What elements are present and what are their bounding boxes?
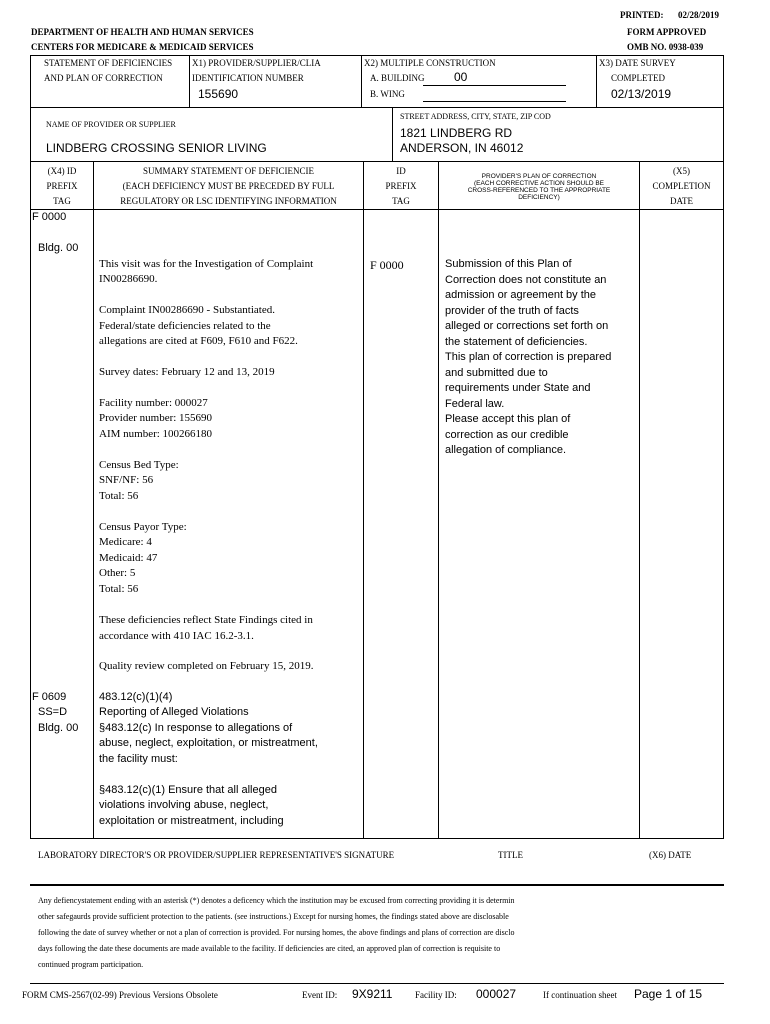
x3-label-2: COMPLETED (611, 73, 665, 83)
prefix-tag-f0609: F 0609 (32, 691, 67, 703)
x5-header-1: (X5) (673, 166, 690, 176)
x3-label-1: X3) DATE SURVEY (599, 58, 676, 68)
facility-id-label: Facility ID: (415, 990, 457, 1000)
plan-line: This plan of correction is prepared (445, 351, 612, 363)
plan-line: the statement of deficiencies. (445, 336, 588, 348)
disclaimer-line: Any defiencystatement ending with an asterisk (*) denotes a deficency which the institution may be excused from correcting providing it is determin (38, 896, 515, 905)
provider-name-label: NAME OF PROVIDER OR SUPPLIER (46, 120, 176, 129)
omb-number: OMB NO. 0938-039 (627, 42, 704, 52)
date-label: (X6) DATE (649, 850, 692, 860)
summary-line: Total: 56 (99, 583, 139, 595)
provider-name-value: LINDBERG CROSSING SENIOR LIVING (46, 141, 267, 155)
plan-line: requirements under State and (445, 382, 591, 394)
summary-line: IN00286690. (99, 273, 158, 285)
plan-line: alleged or corrections set forth on (445, 320, 609, 332)
wing-label: B. WING (370, 89, 405, 99)
summary-line: Census Payor Type: (99, 521, 187, 533)
signature-label: LABORATORY DIRECTOR'S OR PROVIDER/SUPPLIER REPRESENTATIVE'S SIGNATURE (38, 850, 395, 860)
event-id-value: 9X9211 (352, 987, 393, 1001)
summary-line: allegations are cited at F609, F610 and F622. (99, 335, 298, 347)
summary-line: This visit was for the Investigation of Complaint (99, 258, 314, 270)
plan-line: Please accept this plan of (445, 413, 571, 425)
building-value: 00 (454, 70, 468, 84)
summary-header-2: (EACH DEFICIENCY MUST BE PRECEDED BY FULL (122, 181, 335, 191)
plan-line: Submission of this Plan of (445, 258, 572, 270)
plan-line: admission or agreement by the (445, 289, 597, 301)
printed-label: PRINTED: (620, 10, 664, 20)
f609-line: violations involving abuse, neglect, (99, 799, 269, 811)
statement-label-2: AND PLAN OF CORRECTION (44, 73, 163, 83)
scope-severity: SS=D (38, 706, 68, 718)
summary-line: Census Bed Type: (99, 459, 179, 471)
plan-header-2: (EACH CORRECTIVE ACTION SHOULD BE (473, 180, 605, 187)
id-header-2: PREFIX (385, 181, 417, 191)
printed-date: 02/28/2019 (678, 10, 720, 20)
form-number: FORM CMS-2567(02-99) Previous Versions Obsolete (22, 990, 218, 1000)
plan-line: correction as our credible (445, 429, 569, 441)
prefix-tag-f0000: F 0000 (32, 211, 67, 223)
id-header-3: TAG (392, 196, 410, 206)
summary-line: SNF/NF: 56 (99, 474, 154, 486)
bldg-label: Bldg. 00 (38, 242, 79, 254)
id-tag-f0000: F 0000 (370, 258, 404, 272)
summary-line: accordance with 410 IAC 16.2-3.1. (99, 630, 254, 642)
x1-label-2: IDENTIFICATION NUMBER (192, 73, 304, 83)
x2-label: X2) MULTIPLE CONSTRUCTION (364, 58, 496, 68)
department-title: DEPARTMENT OF HEALTH AND HUMAN SERVICES (31, 27, 254, 37)
f609-line: Reporting of Alleged Violations (99, 706, 249, 718)
summary-line: Total: 56 (99, 490, 139, 502)
x4-header-3: TAG (53, 196, 71, 206)
centers-title: CENTERS FOR MEDICARE & MEDICAID SERVICES (31, 42, 254, 52)
summary-line: Other: 5 (99, 567, 136, 579)
survey-date-value: 02/13/2019 (611, 87, 672, 101)
disclaimer-line: days following the date these documents are made available to the facility. If deficiencies are cited, an approved plan of correction is requisite to (38, 944, 501, 953)
plan-line: allegation of compliance. (445, 444, 567, 456)
title-label: TITLE (498, 850, 523, 860)
summary-header-3: REGULATORY OR LSC IDENTIFYING INFORMATION (120, 196, 337, 206)
x4-header-2: PREFIX (46, 181, 78, 191)
disclaimer-line: continued program participation. (38, 960, 144, 969)
disclaimer-line: other safegaurds provide sufficient protection to the patients. (see instructions.) Except for nursing homes, the findings stated above are disclosable (38, 912, 509, 921)
address-line-1: 1821 LINDBERG RD (400, 126, 513, 140)
f609-line: abuse, neglect, exploitation, or mistreatment, (99, 737, 318, 749)
provider-id-value: 155690 (198, 87, 239, 101)
bldg-label: Bldg. 00 (38, 722, 79, 734)
statement-label-1: STATEMENT OF DEFICIENCIES (44, 58, 173, 68)
signature-divider (30, 884, 724, 886)
event-id-label: Event ID: (302, 990, 338, 1000)
plan-line: provider of the truth of facts (445, 305, 579, 317)
plan-header-1: PROVIDER'S PLAN OF CORRECTION (481, 173, 597, 180)
plan-line: Correction does not constitute an (445, 274, 607, 286)
summary-line: Medicaid: 47 (99, 552, 158, 564)
summary-line: AIM number: 100266180 (99, 428, 213, 440)
page-number: Page 1 of 15 (634, 987, 703, 1001)
f609-line: 483.12(c)(1)(4) (99, 691, 173, 703)
disclaimer-line: following the date of survey whether or not a plan of correction is provided. For nursing homes, the above findings and plans of correction are disclo (38, 928, 515, 937)
address-line-2: ANDERSON, IN 46012 (400, 141, 524, 155)
plan-header-3: CROSS-REFERENCED TO THE APPROPRIATE (467, 187, 611, 194)
summary-header-1: SUMMARY STATEMENT OF DEFICIENCIE (142, 166, 315, 176)
x1-label-1: X1) PROVIDER/SUPPLIER/CLIA (192, 58, 321, 68)
f609-line: §483.12(c)(1) Ensure that all alleged (99, 784, 277, 796)
continuation-label: If continuation sheet (543, 990, 617, 1000)
id-header-1: ID (396, 166, 406, 176)
plan-line: Federal law. (445, 398, 505, 410)
building-label: A. BUILDING (370, 73, 425, 83)
f609-line: §483.12(c) In response to allegations of (99, 722, 293, 734)
form-approved: FORM APPROVED (627, 27, 707, 37)
summary-line: Federal/state deficiencies related to the (99, 320, 271, 332)
summary-line: Quality review completed on February 15, 2019. (99, 660, 314, 672)
summary-line: Survey dates: February 12 and 13, 2019 (99, 366, 275, 378)
summary-line: Medicare: 4 (99, 536, 152, 548)
footer-divider (30, 983, 724, 984)
address-label: STREET ADDRESS, CITY, STATE, ZIP COD (400, 112, 551, 121)
x4-header-1: (X4) ID (47, 166, 77, 176)
x5-header-3: DATE (670, 196, 693, 206)
plan-line: and submitted due to (445, 367, 548, 379)
f609-line: the facility must: (99, 753, 178, 765)
summary-line: Provider number: 155690 (99, 412, 213, 424)
summary-line: These deficiencies reflect State Findings cited in (99, 614, 313, 626)
summary-line: Complaint IN00286690 - Substantiated. (99, 304, 275, 316)
x5-header-2: COMPLETION (652, 181, 711, 191)
summary-line: Facility number: 000027 (99, 397, 208, 409)
facility-id-value: 000027 (476, 987, 517, 1001)
plan-header-4: DEFICIENCY) (518, 194, 560, 201)
f609-line: exploitation or mistreatment, including (99, 815, 284, 827)
